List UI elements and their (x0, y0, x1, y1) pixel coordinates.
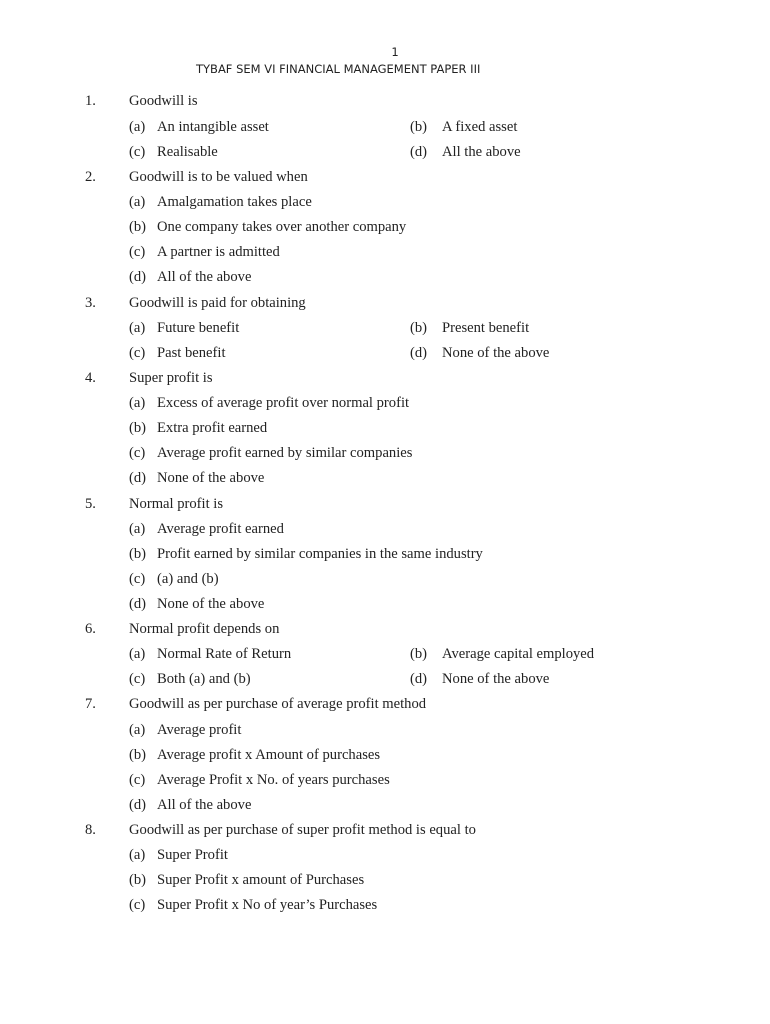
paper-title: TYBAF SEM VI FINANCIAL MANAGEMENT PAPER III (196, 62, 481, 76)
option-text: An intangible asset (157, 119, 269, 135)
question-text: Goodwill is to be valued when (129, 169, 308, 185)
option-label: (a) (129, 521, 146, 537)
option-text: Super Profit (157, 847, 228, 863)
option-text: Present benefit (442, 320, 530, 336)
option-row (0, 219, 770, 244)
option-text: A fixed asset (442, 119, 518, 135)
question-stem (0, 822, 770, 847)
option-row (0, 797, 770, 822)
option-row (0, 772, 770, 797)
option-label: (d) (129, 596, 147, 612)
option-text: Super Profit x amount of Purchases (157, 872, 365, 888)
option-label: (d) (129, 470, 147, 486)
option-row (0, 395, 770, 420)
question-text: Super profit is (129, 370, 213, 386)
question-text: Goodwill is (129, 93, 198, 109)
option-label: (a) (129, 722, 146, 738)
option-label: (b) (410, 320, 428, 336)
option-label: (c) (129, 772, 146, 788)
option-row (0, 722, 770, 747)
option-label: (b) (410, 646, 428, 662)
option-text: Average profit x Amount of purchases (157, 747, 381, 763)
option-text: All of the above (157, 269, 252, 285)
option-row (0, 521, 770, 546)
question-stem (0, 696, 770, 721)
option-row (0, 269, 770, 294)
option-row (0, 445, 770, 470)
option-row (0, 872, 770, 897)
option-text: (a) and (b) (157, 571, 219, 587)
question-number: 1. (85, 93, 96, 109)
option-row (0, 747, 770, 772)
option-text: Average profit (157, 722, 242, 738)
option-label: (c) (129, 671, 146, 687)
option-label: (c) (129, 897, 146, 913)
option-label: (a) (129, 119, 146, 135)
option-label: (b) (129, 219, 147, 235)
question-number: 5. (85, 496, 96, 512)
option-text: A partner is admitted (157, 244, 280, 260)
option-label: (c) (129, 571, 146, 587)
option-label: (a) (129, 194, 146, 210)
question-text: Goodwill as per purchase of super profit method is equal to (129, 822, 476, 838)
option-row (0, 897, 770, 922)
option-row (0, 320, 770, 345)
option-label: (d) (410, 144, 428, 160)
option-text: Past benefit (157, 345, 226, 361)
option-row (0, 596, 770, 621)
option-text: All of the above (157, 797, 252, 813)
option-row (0, 671, 770, 696)
option-row (0, 571, 770, 596)
option-label: (a) (129, 395, 146, 411)
option-label: (d) (410, 671, 428, 687)
option-text: Average Profit x No. of years purchases (157, 772, 390, 788)
option-text: Super Profit x No of year’s Purchases (157, 897, 378, 913)
option-row (0, 194, 770, 219)
question-stem (0, 169, 770, 194)
option-row (0, 345, 770, 370)
option-text: None of the above (442, 671, 550, 687)
option-row (0, 546, 770, 571)
option-text: None of the above (157, 470, 265, 486)
option-label: (d) (129, 797, 147, 813)
question-text: Normal profit depends on (129, 621, 280, 637)
option-text: Average profit earned (157, 521, 284, 537)
option-text: Amalgamation takes place (157, 194, 312, 210)
page-number: 1 (391, 45, 399, 59)
question-number: 7. (85, 696, 96, 712)
option-text: Normal Rate of Return (157, 646, 292, 662)
option-text: None of the above (157, 596, 265, 612)
option-label: (a) (129, 646, 146, 662)
option-text: Realisable (157, 144, 218, 160)
option-row (0, 144, 770, 169)
option-text: Excess of average profit over normal profit (157, 395, 410, 411)
option-text: Profit earned by similar companies in the same industry (157, 546, 483, 562)
question-stem (0, 93, 770, 118)
option-text: None of the above (442, 345, 550, 361)
option-label: (b) (129, 546, 147, 562)
option-text: One company takes over another company (157, 219, 407, 235)
option-row (0, 847, 770, 872)
option-text: Both (a) and (b) (157, 671, 251, 687)
question-number: 4. (85, 370, 96, 386)
option-label: (c) (129, 144, 146, 160)
option-label: (d) (129, 269, 147, 285)
question-stem (0, 370, 770, 395)
option-text: Future benefit (157, 320, 240, 336)
question-text: Normal profit is (129, 496, 224, 512)
question-text: Goodwill as per purchase of average profit method (129, 696, 427, 712)
option-label: (b) (129, 872, 147, 888)
option-label: (d) (410, 345, 428, 361)
option-text: All the above (442, 144, 521, 160)
option-label: (a) (129, 847, 146, 863)
question-stem (0, 295, 770, 320)
option-label: (a) (129, 320, 146, 336)
question-number: 6. (85, 621, 96, 637)
question-number: 2. (85, 169, 96, 185)
question-number: 8. (85, 822, 96, 838)
option-text: Extra profit earned (157, 420, 268, 436)
option-row (0, 470, 770, 495)
option-text: Average profit earned by similar companies (157, 445, 413, 461)
option-text: Average capital employed (442, 646, 595, 662)
option-row (0, 244, 770, 269)
option-label: (b) (129, 747, 147, 763)
option-label: (b) (129, 420, 147, 436)
option-label: (b) (410, 119, 428, 135)
question-text: Goodwill is paid for obtaining (129, 295, 306, 311)
option-row (0, 420, 770, 445)
option-row (0, 646, 770, 671)
option-label: (c) (129, 345, 146, 361)
question-stem (0, 496, 770, 521)
question-stem (0, 621, 770, 646)
question-number: 3. (85, 295, 96, 311)
option-row (0, 119, 770, 144)
option-label: (c) (129, 244, 146, 260)
option-label: (c) (129, 445, 146, 461)
